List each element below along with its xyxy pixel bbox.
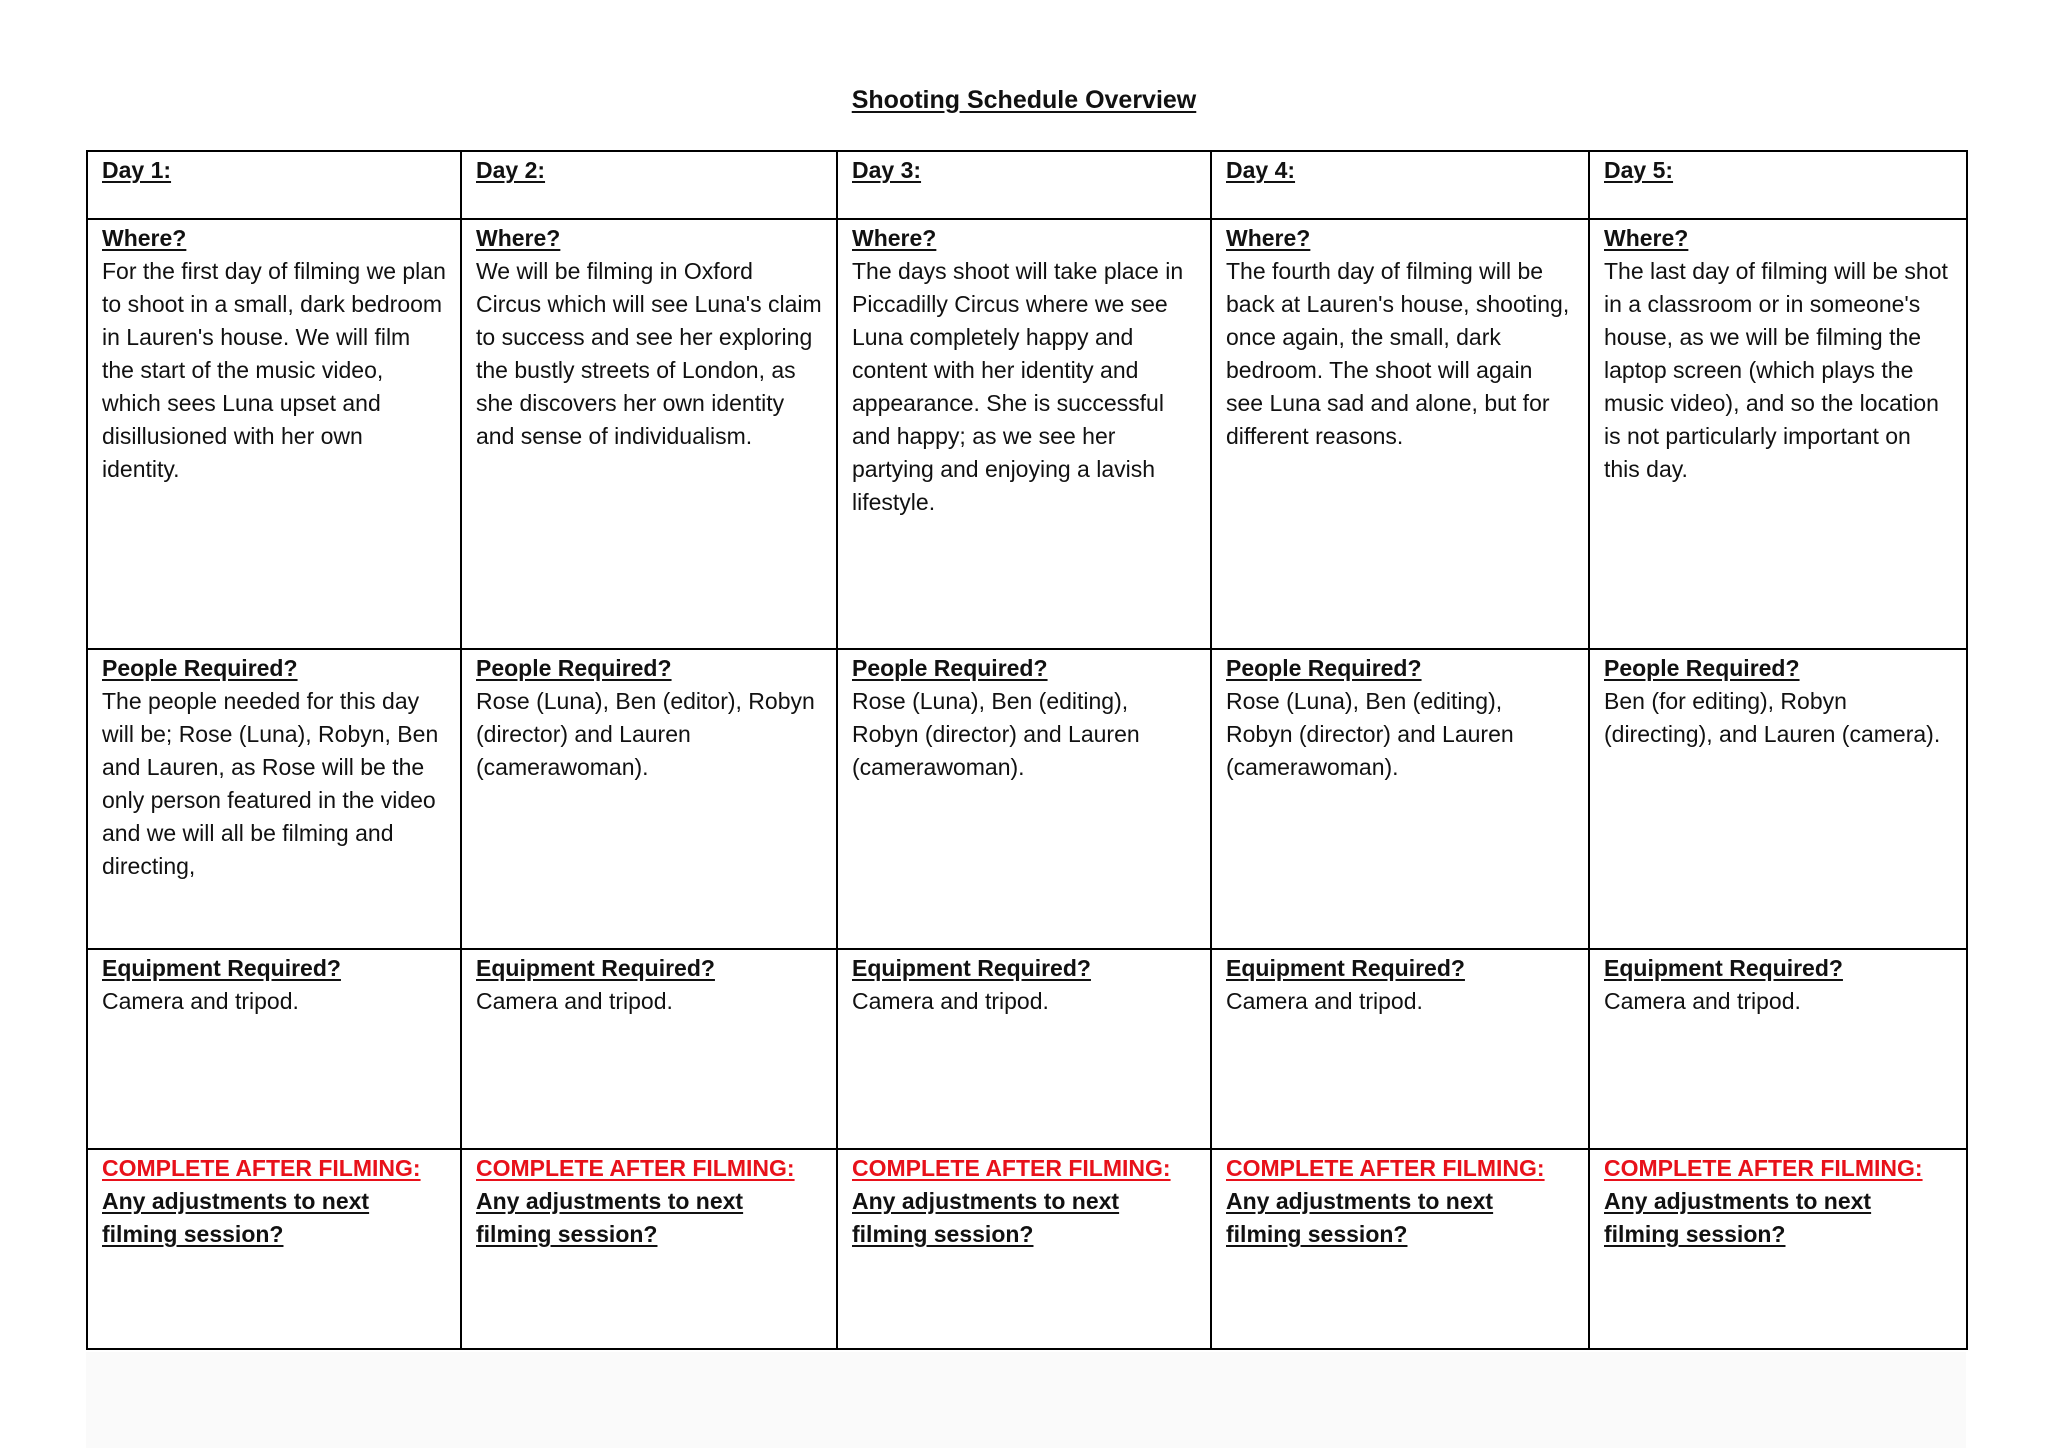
equipment-text: Camera and tripod. [1226,988,1423,1014]
where-text: The last day of filming will be shot in a classroom or in someone's house, as we will be filming the laptop screen (which plays the music video), and so the location is not particularly important on this day. [1604,258,1948,482]
equipment-text: Camera and tripod. [852,988,1049,1014]
adjustments-label: Any adjustments to next filming session? [476,1188,744,1247]
equipment-cell [87,949,461,1149]
where-cell [1211,219,1589,649]
people-cell [1211,649,1589,949]
people-cell [461,649,837,949]
adjustments-label: Any adjustments to next filming session? [1226,1188,1494,1247]
day-cell [87,151,461,219]
people-text: Rose (Luna), Ben (editing), Robyn (director) and Lauren (camerawoman). [1226,688,1514,780]
equipment-cell [837,949,1211,1149]
day-label: Day 5: [1604,157,1674,183]
adjustments-label: Any adjustments to next filming session? [852,1188,1120,1247]
people-heading: People Required? [476,655,672,681]
where-heading: Where? [102,225,187,251]
equipment-heading: Equipment Required? [102,955,341,981]
where-cell [461,219,837,649]
where-text: We will be filming in Oxford Circus which will see Luna's claim to success and see her exploring the bustly streets of London, as she discovers her own identity and sense of individualism. [476,258,822,449]
people-text: Rose (Luna), Ben (editor), Robyn (director) and Lauren (camerawoman). [476,688,815,780]
adjustments-label: Any adjustments to next filming session? [1604,1188,1872,1247]
people-cell [837,649,1211,949]
where-text: The fourth day of filming will be back at Lauren's house, shooting, once again, the small, dark bedroom. The shoot will again see Luna sad and alone, but for different reasons. [1226,258,1570,449]
equipment-cell [1589,949,1967,1149]
complete-cell [837,1149,1211,1349]
complete-cell [1589,1149,1967,1349]
adjustments-label: Any adjustments to next filming session? [102,1188,370,1247]
where-heading: Where? [476,225,561,251]
where-cell [87,219,461,649]
day-cell [837,151,1211,219]
where-heading: Where? [1226,225,1311,251]
people-text: Rose (Luna), Ben (editing), Robyn (director) and Lauren (camerawoman). [852,688,1140,780]
people-text: The people needed for this day will be; Rose (Luna), Robyn, Ben and Lauren, as Rose will be the only person featured in the video and we will all be filming and directing, [102,688,439,879]
day-cell [461,151,837,219]
schedule-table [86,150,1968,1350]
people-heading: People Required? [102,655,298,681]
equipment-heading: Equipment Required? [1226,955,1465,981]
complete-cell [87,1149,461,1349]
page-title: Shooting Schedule Overview [851,86,1197,114]
complete-after-filming-label: COMPLETE AFTER FILMING: [1604,1155,1923,1181]
complete-cell [1211,1149,1589,1349]
where-heading: Where? [1604,225,1689,251]
complete-after-filming-label: COMPLETE AFTER FILMING: [102,1155,421,1181]
equipment-text: Camera and tripod. [1604,988,1801,1014]
where-cell [837,219,1211,649]
people-text: Ben (for editing), Robyn (directing), and Lauren (camera). [1604,688,1941,747]
complete-after-filming-label: COMPLETE AFTER FILMING: [1226,1155,1545,1181]
where-heading: Where? [852,225,937,251]
page-bottom-shade [86,1352,1966,1448]
people-heading: People Required? [1604,655,1800,681]
day-cell [1211,151,1589,219]
day-header-row [87,151,1967,219]
complete-after-filming-row [87,1149,1967,1349]
people-cell [1589,649,1967,949]
equipment-text: Camera and tripod. [102,988,299,1014]
equipment-heading: Equipment Required? [1604,955,1843,981]
equipment-row [87,949,1967,1149]
where-cell [1589,219,1967,649]
where-text: The days shoot will take place in Piccadilly Circus where we see Luna completely happy and content with her identity and appearance. She is successful and happy; as we see her partying and enjoying a lavish lifestyle. [852,258,1184,515]
people-row [87,649,1967,949]
where-text: For the first day of filming we plan to shoot in a small, dark bedroom in Lauren's house. We will film the start of the music video, which sees Luna upset and disillusioned with her own identity. [102,258,446,482]
equipment-text: Camera and tripod. [476,988,673,1014]
equipment-heading: Equipment Required? [476,955,715,981]
complete-after-filming-label: COMPLETE AFTER FILMING: [852,1155,1171,1181]
complete-cell [461,1149,837,1349]
where-row [87,219,1967,649]
day-label: Day 2: [476,157,546,183]
people-heading: People Required? [852,655,1048,681]
equipment-heading: Equipment Required? [852,955,1091,981]
day-label: Day 3: [852,157,922,183]
day-cell [1589,151,1967,219]
people-heading: People Required? [1226,655,1422,681]
day-label: Day 4: [1226,157,1296,183]
equipment-cell [1211,949,1589,1149]
people-cell [87,649,461,949]
equipment-cell [461,949,837,1149]
complete-after-filming-label: COMPLETE AFTER FILMING: [476,1155,795,1181]
day-label: Day 1: [102,157,172,183]
